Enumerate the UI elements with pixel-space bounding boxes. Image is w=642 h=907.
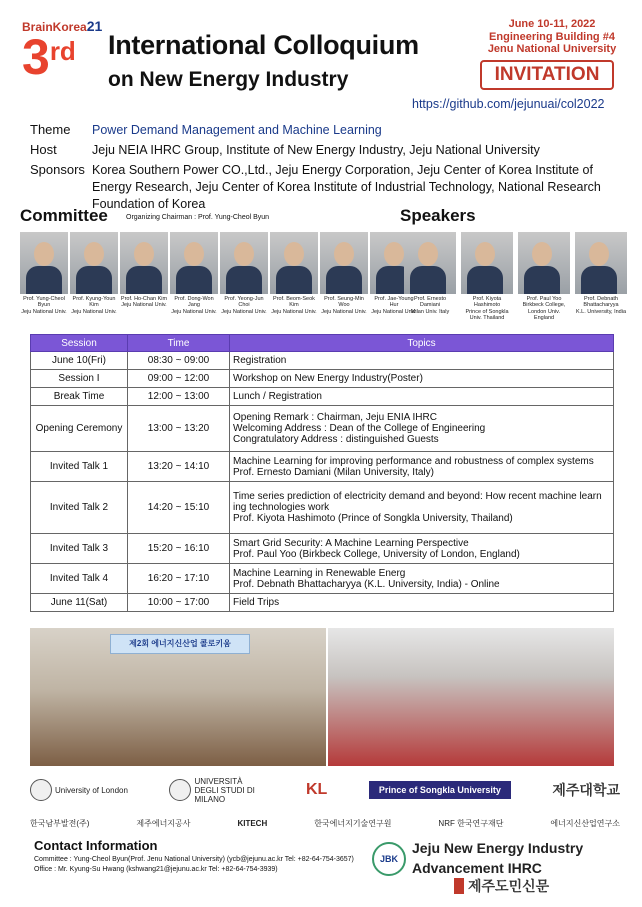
speaker-photo — [404, 232, 456, 294]
jbk-logo: JBK — [372, 842, 406, 876]
topic-line: Workshop on New Energy Industry(Poster) — [233, 373, 423, 384]
committee-member: Prof. Beom-Seok Kim Jeju National Univ. — [270, 232, 318, 315]
organizing-chair: Organizing Chairman : Prof. Yung-Cheol Byun — [126, 214, 270, 221]
university-of-london-logo: University of London — [30, 779, 128, 801]
topics-cell — [230, 406, 614, 452]
jeju-energy-logo: 제주에너지공사 — [136, 818, 191, 828]
kier-logo: 한국에너지기술연구원 — [314, 818, 392, 828]
session-cell: Session I — [31, 370, 128, 388]
topic-line: Time series prediction of electricity demand and beyond: How recent machine learn ing technologies work — [233, 491, 602, 513]
time-cell: 13:20 ~ 14:10 — [128, 452, 230, 482]
speakers-list — [404, 232, 632, 321]
member-photo — [320, 232, 368, 294]
topics-cell — [230, 564, 614, 594]
topic-line: Prof. Ernesto Damiani (Milan University, Italy) — [233, 466, 434, 478]
session-cell: Invited Talk 2 — [31, 482, 128, 534]
committee-member: Prof. Yung-Cheol Byun Jeju National Univ. — [20, 232, 68, 315]
contact-title: Contact Information — [34, 838, 158, 853]
topic-line: Registration — [233, 355, 287, 366]
session-cell: Invited Talk 3 — [31, 534, 128, 564]
seal-icon — [169, 779, 191, 801]
committee-member: Prof. Jae-Young Hur Jeju National Univ. — [370, 232, 418, 315]
jeju-university-logo: 제주대학교 — [552, 782, 620, 798]
time-cell: 15:20 ~ 16:10 — [128, 534, 230, 564]
sponsor-logos-row1 — [30, 774, 620, 806]
time-cell: 16:20 ~ 17:10 — [128, 564, 230, 594]
topic-line: Smart Grid Security: A Machine Learning Perspective — [233, 537, 469, 549]
time-cell: 14:20 ~ 15:10 — [128, 482, 230, 534]
speaker: Prof. Paul Yoo Birkbeck College, London Univ. England — [518, 232, 570, 321]
topic-line: Congratulatory Address : distinguished Guests — [233, 434, 439, 445]
brainkorea-logo: BrainKorea21 — [22, 18, 103, 34]
topics-cell — [230, 388, 614, 406]
member-photo — [170, 232, 218, 294]
energy-institute-logo: 에너지신산업연구소 — [550, 818, 620, 828]
topic-line: Field Trips — [233, 597, 280, 608]
topic-line: Machine Learning for improving performance and robustness of complex systems — [233, 455, 594, 467]
session-cell: Invited Talk 1 — [31, 452, 128, 482]
speakers-title: Speakers — [400, 206, 476, 225]
topic-line: Prof. Debnath Bhattacharyya (K.L. University, India) - Online — [233, 578, 500, 590]
header-time: Time — [128, 335, 230, 352]
speaker-photo — [461, 232, 513, 294]
host-label: Host — [30, 141, 57, 157]
topic-line: Machine Learning in Renewable Energ — [233, 567, 406, 579]
org-name-line2: Advancement IHRC — [412, 860, 542, 876]
schedule-row — [31, 594, 614, 612]
speaker: Prof. Kiyota Hashimoto Prince of Songkla Univ. Thailand — [461, 232, 513, 321]
committee-member: Prof. Kyung-Youn Kim Jeju National Univ. — [70, 232, 118, 315]
committee-member: Prof. Yeong-Jun Choi Jeju National Univ. — [220, 232, 268, 315]
committee-title: Committee — [20, 206, 108, 225]
theme-value: Power Demand Management and Machine Learning — [92, 123, 382, 137]
member-photo — [270, 232, 318, 294]
member-photo — [70, 232, 118, 294]
event-subtitle: on New Energy Industry — [108, 68, 349, 91]
kospo-logo: 한국남부발전(주) — [30, 818, 90, 828]
committee-member: Prof. Dong-Won Jang Jeju National Univ. — [170, 232, 218, 315]
sponsors-value: Korea Southern Power CO.,Ltd., Jeju Energy Corporation, Jeju Center of Korea Institute of Energy Research, Jeju Center of Korea Institute of Industrial Technology, National Research Foundation of Korea — [92, 162, 601, 211]
event-dates: June 10-11, 2022 Engineering Building #4 Jenu National University — [487, 18, 617, 56]
sponsor-logos-row2 — [30, 812, 620, 834]
newspaper-mark-icon — [454, 878, 464, 894]
invitation-badge: INVITATION — [480, 60, 614, 90]
topics-cell — [230, 352, 614, 370]
edition-number: 3rd — [22, 29, 76, 85]
contact-office: Office : Mr. Kyung-Su Hwang (kshwang21@jejunu.ac.kr Tel: +82-64-754-3939) — [34, 866, 278, 873]
schedule-row — [31, 370, 614, 388]
schedule-header-row — [31, 335, 614, 352]
schedule-row — [31, 352, 614, 370]
kl-logo: KL — [305, 781, 328, 798]
org-name-line1: Jeju New Energy Industry — [412, 840, 584, 856]
topic-line: Prof. Paul Yoo (Birkbeck College, University of London, England) — [233, 548, 520, 560]
topic-line: Welcoming Address : Dean of the College of Engineering — [233, 423, 486, 434]
host-value: Jeju NEIA IHRC Group, Institute of New Energy Industry, Jeju National University — [92, 142, 540, 157]
event-info — [30, 122, 630, 215]
member-photo — [20, 232, 68, 294]
member-photo — [220, 232, 268, 294]
event-url-link[interactable]: https://github.com/jejunuai/col2022 — [412, 97, 605, 111]
group-photo — [30, 628, 326, 766]
event-title: International Colloquium — [108, 30, 419, 60]
schedule-row — [31, 388, 614, 406]
topics-cell — [230, 482, 614, 534]
time-cell: 13:00 ~ 13:20 — [128, 406, 230, 452]
theme-label: Theme — [30, 122, 71, 137]
event-banner: 제2회 에너지신산업 콜로키움 — [110, 634, 250, 654]
session-cell: Opening Ceremony — [31, 406, 128, 452]
session-cell: June 11(Sat) — [31, 594, 128, 612]
time-cell: 10:00 ~ 17:00 — [128, 594, 230, 612]
member-photo — [120, 232, 168, 294]
header-session: Session — [31, 335, 128, 352]
session-cell: Invited Talk 4 — [31, 564, 128, 594]
topic-line: Prof. Kiyota Hashimoto (Prince of Songkla University, Thailand) — [233, 513, 513, 524]
kitech-logo: KITECH — [237, 818, 268, 828]
milan-logo: UNIVERSITÀ DEGLI STUDI DI MILANO — [169, 777, 264, 804]
crest-icon — [30, 779, 52, 801]
topics-cell — [230, 534, 614, 564]
schedule-row — [31, 406, 614, 452]
topic-line: Opening Remark : Chairman, Jeju ENIA IHRC — [233, 412, 437, 423]
topic-line: Lunch / Registration — [233, 391, 322, 402]
schedule-row — [31, 534, 614, 564]
time-cell: 09:00 ~ 12:00 — [128, 370, 230, 388]
newspaper-watermark: 제주도민신문 — [468, 878, 550, 894]
topics-cell — [230, 370, 614, 388]
committee-member: Prof. Ho-Chan Kim Jeju National Univ. — [120, 232, 168, 315]
speaker: Prof. Debnath Bhattacharyya K.L. University, India — [575, 232, 627, 321]
committee-list — [20, 232, 420, 315]
audience-photo — [328, 628, 614, 766]
session-cell: Break Time — [31, 388, 128, 406]
nrf-logo: NRF 한국연구재단 — [438, 818, 504, 828]
speaker-photo — [518, 232, 570, 294]
topics-cell — [230, 594, 614, 612]
psu-logo: Prince of Songkla University — [369, 781, 511, 799]
time-cell: 12:00 ~ 13:00 — [128, 388, 230, 406]
committee-member: Prof. Seung-Min Woo Jeju National Univ. — [320, 232, 368, 315]
speaker: Prof. Ernesto Damiani Milan Univ. Italy — [404, 232, 456, 321]
sponsors-label: Sponsors — [30, 161, 85, 177]
schedule-row — [31, 482, 614, 534]
topics-cell — [230, 452, 614, 482]
schedule-row — [31, 452, 614, 482]
time-cell: 08:30 ~ 09:00 — [128, 352, 230, 370]
schedule-table — [30, 334, 614, 612]
session-cell: June 10(Fri) — [31, 352, 128, 370]
contact-committee: Committee : Yung-Cheol Byun(Prof. Jenu National University) (ycb@jejunu.ac.kr Tel: +82-64-754-3657) — [34, 856, 354, 863]
speaker-photo — [575, 232, 627, 294]
header-topics: Topics — [230, 335, 614, 352]
schedule-row — [31, 564, 614, 594]
